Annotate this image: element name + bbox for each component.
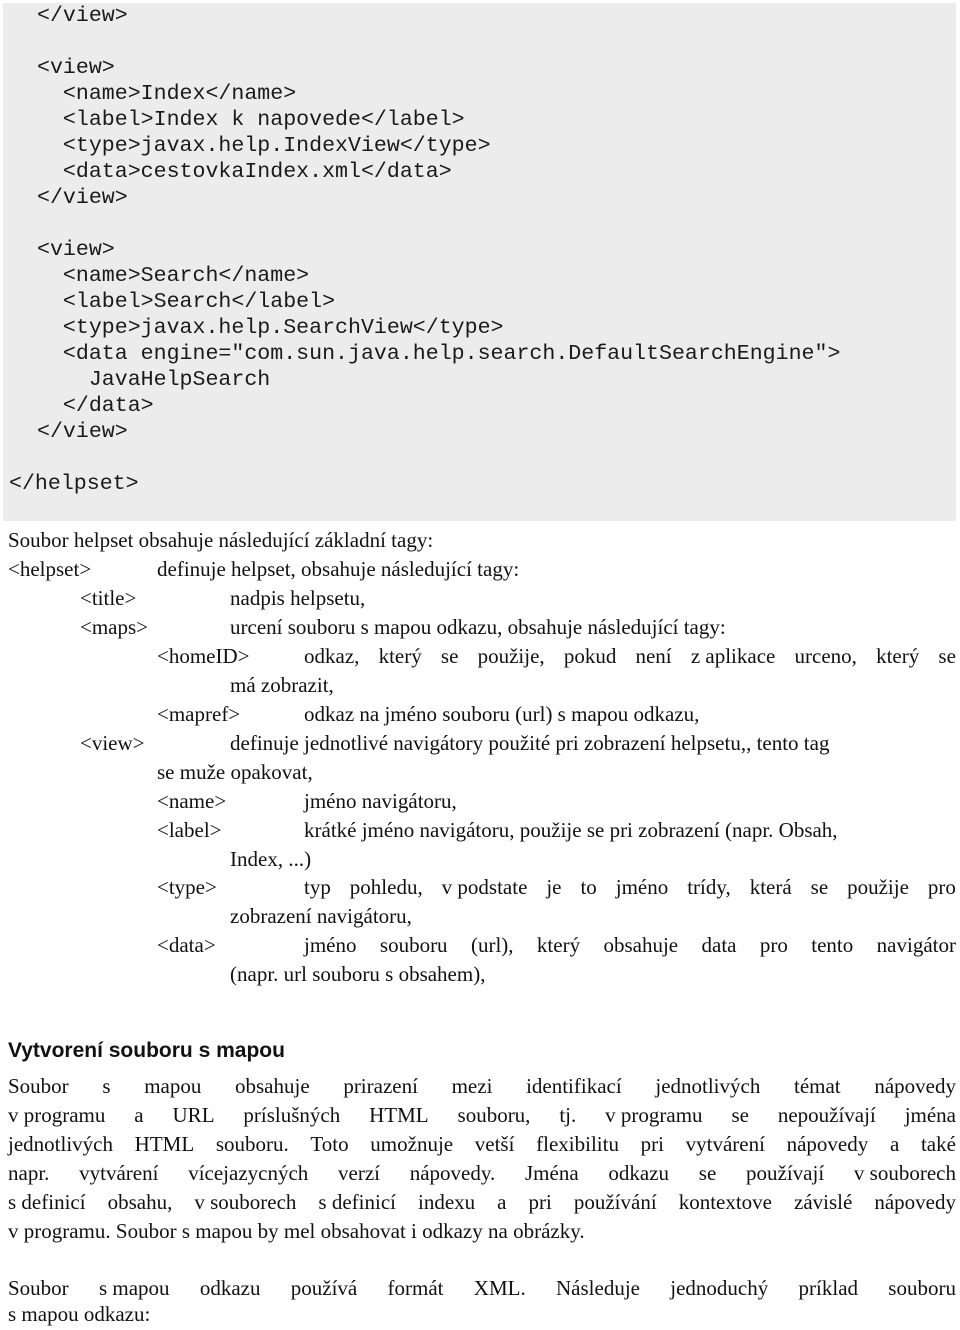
paragraph-line: jednotlivých HTML souboru. Toto umožnuje vetší flexibilitu pri vytvárení nápovedy a také <box>8 1132 956 1156</box>
tag-name: <name> <box>157 789 227 813</box>
tag-helpset: <helpset> <box>8 557 92 581</box>
code-line: </data> <box>37 394 154 418</box>
code-line: </view> <box>37 186 128 210</box>
code-line: <view> <box>37 238 115 262</box>
code-line: JavaHelpSearch <box>37 368 271 392</box>
tag-view-desc-cont: se muže opakovat, <box>157 760 313 784</box>
paragraph-line: s definicí obsahu, v souborech s definicí indexu a pri používání kontextove závislé nápovedy <box>8 1190 956 1214</box>
tag-data: <data> <box>157 933 216 957</box>
tag-maps-desc: urcení souboru s mapou odkazu, obsahuje následující tagy: <box>230 615 726 639</box>
tag-type-desc: typ pohledu, v podstate je to jméno trídy, která se použije pro <box>304 875 956 899</box>
tag-label: <label> <box>157 818 222 842</box>
code-line: <name>Search</name> <box>37 264 310 288</box>
tag-mapref: <mapref> <box>157 702 241 726</box>
code-line: <name>Index</name> <box>37 82 297 106</box>
code-line: <type>javax.help.IndexView</type> <box>37 134 491 158</box>
paragraph-line: napr. vytvárení vícejazycných verzí nápovedy. Jména odkazu se používají v souborech <box>8 1161 956 1185</box>
tag-homeid-desc-cont: má zobrazit, <box>230 673 334 697</box>
code-line: </view> <box>37 420 128 444</box>
tag-name-desc: jméno navigátoru, <box>304 789 457 813</box>
tag-mapref-desc: odkaz na jméno souboru (url) s mapou odkazu, <box>304 702 700 726</box>
code-line: </view> <box>37 4 128 28</box>
code-line: </helpset> <box>9 472 139 496</box>
tag-maps: <maps> <box>80 615 149 639</box>
paragraph-line-last: s mapou odkazu: <box>8 1302 151 1326</box>
code-line: <data engine="com.sun.java.help.search.DefaultSearchEngine"> <box>37 342 841 366</box>
section-heading: Vytvorení souboru s mapou <box>8 1039 285 1062</box>
code-line: <data>cestovkaIndex.xml</data> <box>37 160 452 184</box>
code-line: <label>Search</label> <box>37 290 336 314</box>
tag-title-desc: nadpis helpsetu, <box>230 586 366 610</box>
tag-data-desc-cont: (napr. url souboru s obsahem), <box>230 962 486 986</box>
tag-homeid: <homeID> <box>157 644 250 668</box>
tag-homeid-desc: odkaz, který se použije, pokud není z aplikace urceno, který se <box>304 644 956 668</box>
paragraph-line: Soubor s mapou odkazu používá formát XML. Následuje jednoduchý príklad souboru <box>8 1276 956 1300</box>
tag-helpset-desc: definuje helpset, obsahuje následující tagy: <box>157 557 520 581</box>
tag-data-desc: jméno souboru (url), který obsahuje data pro tento navigátor <box>304 933 956 957</box>
tag-title: <title> <box>80 586 137 610</box>
tag-type-desc-cont: zobrazení navigátoru, <box>230 904 412 928</box>
paragraph-line-last: v programu. Soubor s mapou by mel obsahovat i odkazy na obrázky. <box>8 1219 585 1243</box>
paragraph-line: v programu a URL príslušných HTML souboru, tj. v programu se nepoužívají jména <box>8 1103 956 1127</box>
tag-type: <type> <box>157 875 217 899</box>
code-line: <type>javax.help.SearchView</type> <box>37 316 504 340</box>
code-line: <label>Index k napovede</label> <box>37 108 465 132</box>
intro-text: Soubor helpset obsahuje následující základní tagy: <box>8 528 434 552</box>
tag-view-desc: definuje jednotlivé navigátory použité pri zobrazení helpsetu,, tento tag <box>230 731 830 755</box>
tag-label-desc-cont: Index, ...) <box>230 847 312 871</box>
paragraph-line: Soubor s mapou obsahuje prirazení mezi identifikací jednotlivých témat nápovedy <box>8 1074 956 1098</box>
code-line: <view> <box>37 56 115 80</box>
code-listing <box>3 3 956 521</box>
tag-label-desc: krátké jméno navigátoru, použije se pri zobrazení (napr. Obsah, <box>304 818 838 842</box>
tag-view: <view> <box>80 731 145 755</box>
